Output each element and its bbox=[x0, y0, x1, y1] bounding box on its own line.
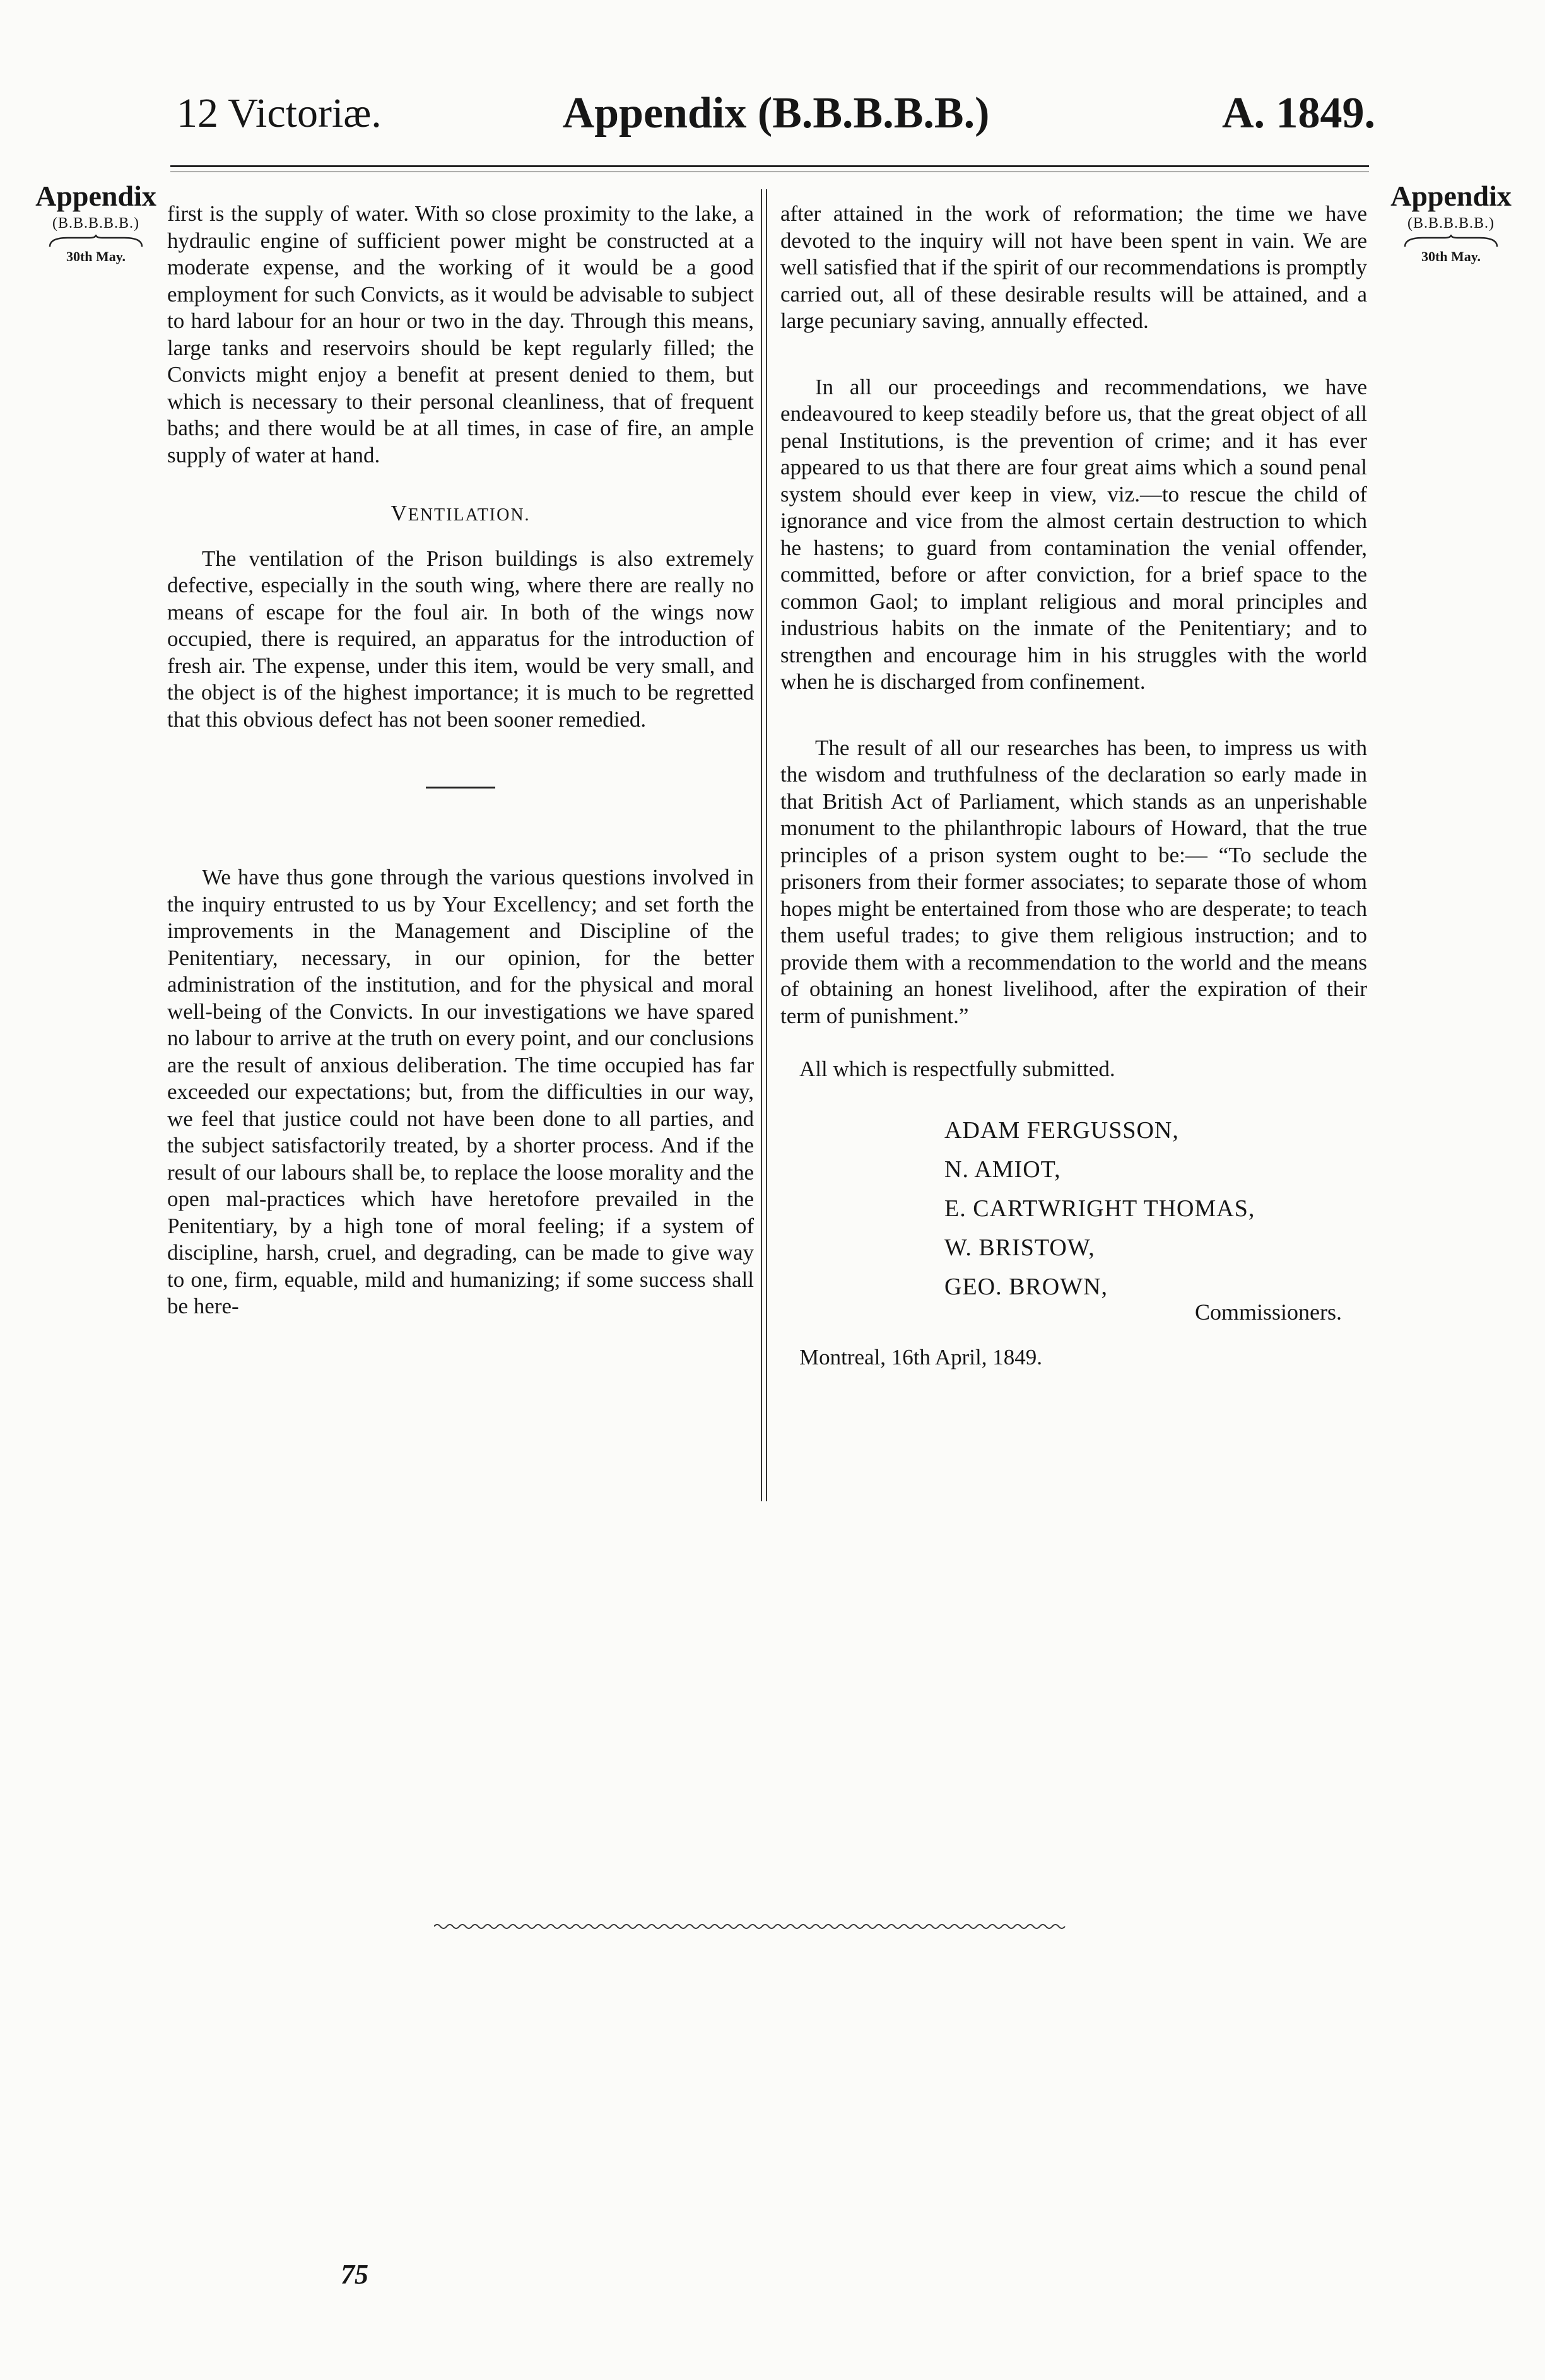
margin-note-code: (B.B.B.B.B.) bbox=[52, 215, 140, 232]
paragraph-penal-aims: In all our proceedings and recommendations, we have endeavoured to keep steadily before us, that the great object of all penal Institutions, is the prevention of crime; and it has ever appeared to us that there are four great aims which a sound penal system should ever keep in view, viz.—to rescue the child of ignorance and vice from the almost certain destruction to which he hastens; to guard from contamination the venial offender, committed, before or after conviction, for a brief space to the common Gaol; to implant religious and moral principles and industrious habits on the inmate of the Penitentiary; and to strengthen and encourage him in his struggles with the world when he is discharged from confinement. bbox=[780, 374, 1367, 694]
page-header bbox=[177, 88, 1375, 139]
header-session: 12 Victoriæ. bbox=[177, 90, 382, 136]
brace-icon bbox=[49, 234, 143, 248]
header-year: A. 1849. bbox=[1221, 89, 1375, 138]
signatory: E. CARTWRIGHT THOMAS, bbox=[944, 1195, 1255, 1222]
paragraph-conclusion: We have thus gone through the various questions involved in the inquiry entrusted to us by Your Excellency; and set forth the improvements in the Management and Discipline of the Penitentiary, necessary, in our opinion, for the better administration of the institution, and for the physical and moral well-being of the Convicts. In our investigations we have spared no labour to arrive at the truth on every point, and our conclusions are the result of anxious deliberation. The time occupied has far exceeded our expectations; but, from the difficulties in our way, we feel that justice could not have been done to all parties, and the subject satisfactorily treated, by a shorter process. And if the result of our labours shall be, to replace the loose morality and the open mal-practices which have heretofore prevailed in the Penitentiary, by a high tone of moral feeling; if a system of discipline, harsh, cruel, and degrading, can be made to give way to one, firm, equable, mild and humanizing; if some success shall be here- bbox=[167, 865, 754, 1318]
section-heading-ventilation bbox=[167, 500, 754, 529]
closing-line: All which is respectfully submitted. bbox=[799, 1057, 1115, 1081]
left-column bbox=[167, 201, 754, 1320]
heading-rest: ENTILATION. bbox=[408, 505, 531, 525]
brace-icon bbox=[1404, 234, 1498, 248]
signatory: ADAM FERGUSSON, bbox=[944, 1117, 1179, 1144]
signatory: W. BRISTOW, bbox=[944, 1234, 1095, 1261]
margin-note-code: (B.B.B.B.B.) bbox=[1407, 215, 1495, 232]
signatures-block bbox=[944, 1111, 1367, 1306]
margin-note-date: 30th May. bbox=[66, 249, 126, 264]
margin-note-title: Appendix bbox=[1390, 180, 1512, 212]
section-divider bbox=[426, 787, 495, 788]
margin-note-date: 30th May. bbox=[1421, 249, 1481, 264]
margin-note-title: Appendix bbox=[35, 180, 156, 212]
place-and-date: Montreal, 16th April, 1849. bbox=[799, 1345, 1042, 1369]
paragraph-ventilation: The ventilation of the Prison buildings is also extremely defective, especially in the south wing, where there are really no means of escape for the foul air. In both of the wings now occupied, there is required, an apparatus for the introduction of fresh air. The expense, under this item, would be very small, and the object is of the highest importance; it is much to be regretted that this obvious defect has not been sooner remedied. bbox=[167, 546, 754, 732]
heading-initial: V bbox=[391, 501, 408, 525]
commissioners-label: Commissioners. bbox=[1194, 1299, 1342, 1325]
header-rule bbox=[170, 165, 1369, 167]
ornamental-rule bbox=[434, 1922, 1071, 1931]
paragraph-howard-declaration: The result of all our researches has been, to impress us with the wisdom and truthfulness of the declaration so early made in that British Act of Parliament, which stands as an unperishable monument to the philanthropic labours of Howard, that the true principles of a prison system ought to be:— “To seclude the prisoners from their former associates; to separate those of whom hopes might be entertained from those who are desperate; to teach them useful trades; to give them religious instruction; and to provide them with a recommendation to the world and the means of obtaining an honest livelihood, after the expiration of their term of punishment.” bbox=[780, 735, 1367, 1028]
left-margin-note bbox=[26, 180, 165, 266]
signatory: N. AMIOT, bbox=[944, 1156, 1061, 1183]
right-column bbox=[780, 201, 1367, 1371]
header-appendix-title: Appendix (B.B.B.B.B.) bbox=[562, 89, 990, 138]
paragraph-water-supply: first is the supply of water. With so close proximity to the lake, a hydraulic engine of sufficient power might be constructed at a moderate expense, and the working of it would be a good employment for such Convicts, as it would be advisable to subject to hard labour for an hour or two in the day. Through this means, large tanks and reservoirs should be kept regularly filled; the Convicts might enjoy a benefit at present denied to them, but which is necessary to their personal cleanliness, that of frequent baths; and there would be at all times, in case of fire, an ample supply of water at hand. bbox=[167, 201, 754, 467]
page-number: 75 bbox=[341, 2259, 368, 2290]
right-margin-note bbox=[1382, 180, 1520, 266]
paragraph-reformation: after attained in the work of reformation; the time we have devoted to the inquiry will not have been spent in vain. We are well satisfied that if the spirit of our recommendations is promptly carried out, all of these desirable results will be attained, and a large pecuniary saving, annually effected. bbox=[780, 201, 1367, 333]
column-separator bbox=[766, 189, 767, 1501]
column-separator bbox=[761, 189, 762, 1501]
signatory: GEO. BROWN, bbox=[944, 1273, 1108, 1300]
